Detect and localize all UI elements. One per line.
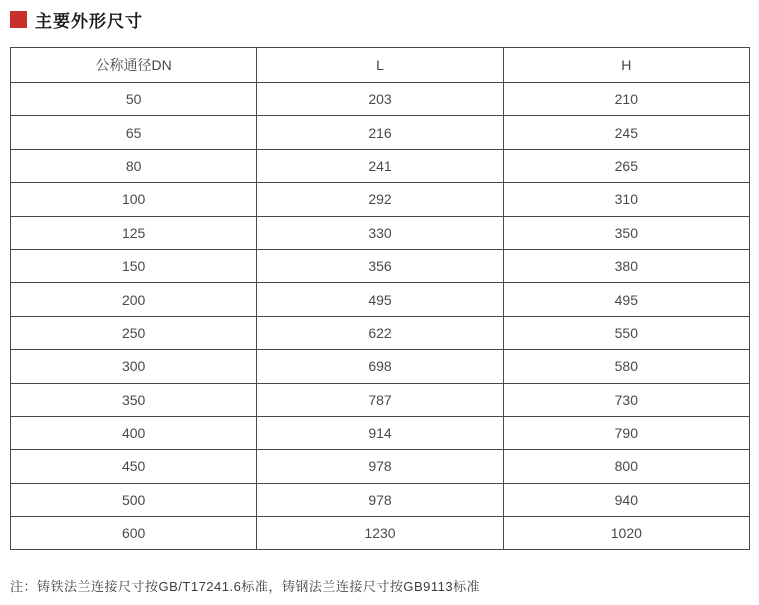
section-title-text: 主要外形尺寸 (35, 12, 143, 31)
table-row (11, 216, 750, 249)
cell-dn: 600 (11, 517, 257, 550)
table-row (11, 283, 750, 316)
table-row (11, 416, 750, 449)
cell-l: 914 (257, 416, 503, 449)
cell-l: 495 (257, 283, 503, 316)
dimensions-table (10, 47, 750, 550)
table-row (11, 483, 750, 516)
cell-l: 216 (257, 116, 503, 149)
cell-h: 1020 (503, 517, 749, 550)
cell-h: 940 (503, 483, 749, 516)
cell-dn: 450 (11, 450, 257, 483)
table-row (11, 183, 750, 216)
cell-dn: 150 (11, 249, 257, 282)
table-row (11, 116, 750, 149)
cell-h: 730 (503, 383, 749, 416)
cell-dn: 300 (11, 350, 257, 383)
cell-dn: 65 (11, 116, 257, 149)
cell-dn: 350 (11, 383, 257, 416)
table-body (11, 83, 750, 550)
cell-h: 550 (503, 316, 749, 349)
cell-dn: 100 (11, 183, 257, 216)
cell-dn: 400 (11, 416, 257, 449)
table-row (11, 83, 750, 116)
cell-dn: 50 (11, 83, 257, 116)
cell-l: 203 (257, 83, 503, 116)
cell-h: 210 (503, 83, 749, 116)
table-row (11, 249, 750, 282)
table-row (11, 517, 750, 550)
cell-l: 356 (257, 249, 503, 282)
cell-h: 310 (503, 183, 749, 216)
cell-l: 622 (257, 316, 503, 349)
cell-h: 245 (503, 116, 749, 149)
table-row (11, 383, 750, 416)
footnote: 注：铸铁法兰连接尺寸按GB/T17241.6标准，铸钢法兰连接尺寸按GB9113标准 (10, 579, 481, 594)
cell-l: 787 (257, 383, 503, 416)
cell-l: 330 (257, 216, 503, 249)
table-header (11, 48, 750, 83)
cell-dn: 250 (11, 316, 257, 349)
column-header-dn: 公称通径DN (11, 48, 257, 83)
cell-dn: 125 (11, 216, 257, 249)
cell-l: 1230 (257, 517, 503, 550)
cell-dn: 500 (11, 483, 257, 516)
table-row (11, 316, 750, 349)
cell-h: 265 (503, 149, 749, 182)
cell-dn: 200 (11, 283, 257, 316)
cell-l: 292 (257, 183, 503, 216)
cell-l: 698 (257, 350, 503, 383)
cell-h: 580 (503, 350, 749, 383)
section-title (10, 7, 143, 32)
column-header-h: H (503, 48, 749, 83)
table-row (11, 450, 750, 483)
table-row (11, 149, 750, 182)
cell-h: 790 (503, 416, 749, 449)
red-square-bullet-icon (10, 11, 27, 28)
cell-dn: 80 (11, 149, 257, 182)
cell-h: 380 (503, 249, 749, 282)
column-header-l: L (257, 48, 503, 83)
cell-l: 978 (257, 483, 503, 516)
cell-h: 495 (503, 283, 749, 316)
cell-h: 350 (503, 216, 749, 249)
cell-l: 978 (257, 450, 503, 483)
cell-l: 241 (257, 149, 503, 182)
table-row (11, 350, 750, 383)
table-header-row (11, 48, 750, 83)
cell-h: 800 (503, 450, 749, 483)
